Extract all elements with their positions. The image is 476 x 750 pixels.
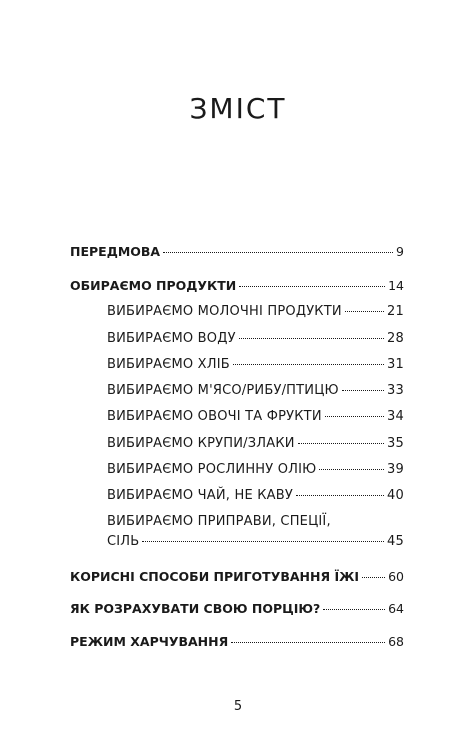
toc-entry-label: КОРИСНІ СПОСОБИ ПРИГОТУВАННЯ ЇЖІ bbox=[70, 569, 360, 584]
dot-leader bbox=[142, 541, 384, 542]
toc-subentry-water[interactable] bbox=[107, 331, 404, 346]
toc-entry-label: РЕЖИМ ХАРЧУВАННЯ bbox=[70, 634, 229, 649]
toc-entry-page: 60 bbox=[388, 569, 404, 584]
toc-entry-label: ВИБИРАЄМО ВОДУ bbox=[107, 331, 236, 346]
toc-subentry-tea[interactable] bbox=[107, 488, 404, 503]
page-title: ЗМІСТ bbox=[189, 92, 287, 125]
toc-entry-label: ВИБИРАЄМО РОСЛИННУ ОЛІЮ bbox=[107, 462, 317, 477]
toc-entry-page: 33 bbox=[387, 383, 404, 398]
dot-leader bbox=[163, 252, 393, 253]
toc-subentry-dairy[interactable] bbox=[107, 304, 404, 319]
dot-leader bbox=[239, 338, 384, 339]
toc-entry-label-continued: СІЛЬ bbox=[107, 534, 140, 549]
toc-entry-label: ВИБИРАЄМО ХЛІБ bbox=[107, 357, 230, 372]
dot-leader bbox=[231, 642, 385, 643]
toc-entry-label: ВИБИРАЄМО МОЛОЧНІ ПРОДУКТИ bbox=[107, 304, 342, 319]
dot-leader bbox=[342, 390, 384, 391]
dot-leader bbox=[362, 577, 385, 578]
toc-entry-page: 64 bbox=[388, 601, 404, 616]
toc-entry-page: 21 bbox=[387, 304, 404, 319]
dot-leader bbox=[296, 495, 384, 496]
toc-entry-page: 14 bbox=[388, 278, 404, 293]
toc-subentry-oil[interactable] bbox=[107, 462, 404, 477]
toc-entry-label: ЯК РОЗРАХУВАТИ СВОЮ ПОРЦІЮ? bbox=[70, 601, 321, 616]
toc-entry-label: ОБИРАЄМО ПРОДУКТИ bbox=[70, 278, 237, 293]
toc-subentry-meat[interactable] bbox=[107, 383, 404, 398]
dot-leader bbox=[233, 364, 384, 365]
toc-entry-page: 40 bbox=[387, 488, 404, 503]
dot-leader bbox=[239, 286, 385, 287]
toc-entry-page: 34 bbox=[387, 409, 404, 424]
toc-subentry-vegetables[interactable] bbox=[107, 409, 404, 424]
toc-entry-page: 39 bbox=[387, 462, 404, 477]
toc-entry-portion[interactable] bbox=[70, 601, 404, 616]
toc-entry-label: ПЕРЕДМОВА bbox=[70, 244, 161, 259]
toc-subentry-bread[interactable] bbox=[107, 357, 404, 372]
toc-entry-label: ВИБИРАЄМО ПРИПРАВИ, СПЕЦІЇ, bbox=[107, 514, 331, 529]
page-number: 5 bbox=[233, 699, 243, 714]
toc-entry-diet[interactable] bbox=[70, 634, 404, 649]
toc-entry-label: ВИБИРАЄМО ОВОЧІ ТА ФРУКТИ bbox=[107, 409, 322, 424]
dot-leader bbox=[325, 416, 384, 417]
toc-entry-label: ВИБИРАЄМО ЧАЙ, НЕ КАВУ bbox=[107, 488, 293, 503]
toc-entry-page: 45 bbox=[387, 534, 404, 549]
dot-leader bbox=[345, 311, 384, 312]
toc-entry-page: 68 bbox=[388, 634, 404, 649]
toc-entry-page: 35 bbox=[387, 436, 404, 451]
dot-leader bbox=[298, 443, 384, 444]
toc-entry-preface[interactable] bbox=[70, 244, 404, 259]
toc-entry-choosing-products[interactable] bbox=[70, 278, 404, 293]
toc-entry-label: ВИБИРАЄМО М'ЯСО/РИБУ/ПТИЦЮ bbox=[107, 383, 339, 398]
toc-subentry-spices[interactable] bbox=[107, 514, 404, 549]
toc-entry-page: 31 bbox=[387, 357, 404, 372]
toc-entry-page: 9 bbox=[396, 244, 404, 259]
dot-leader bbox=[319, 469, 384, 470]
toc-entry-page: 28 bbox=[387, 331, 404, 346]
toc-entry-cooking[interactable] bbox=[70, 569, 404, 584]
toc-entry-label: ВИБИРАЄМО КРУПИ/ЗЛАКИ bbox=[107, 436, 295, 451]
dot-leader bbox=[323, 609, 385, 610]
table-of-contents bbox=[70, 0, 404, 750]
toc-subentry-grains[interactable] bbox=[107, 436, 404, 451]
